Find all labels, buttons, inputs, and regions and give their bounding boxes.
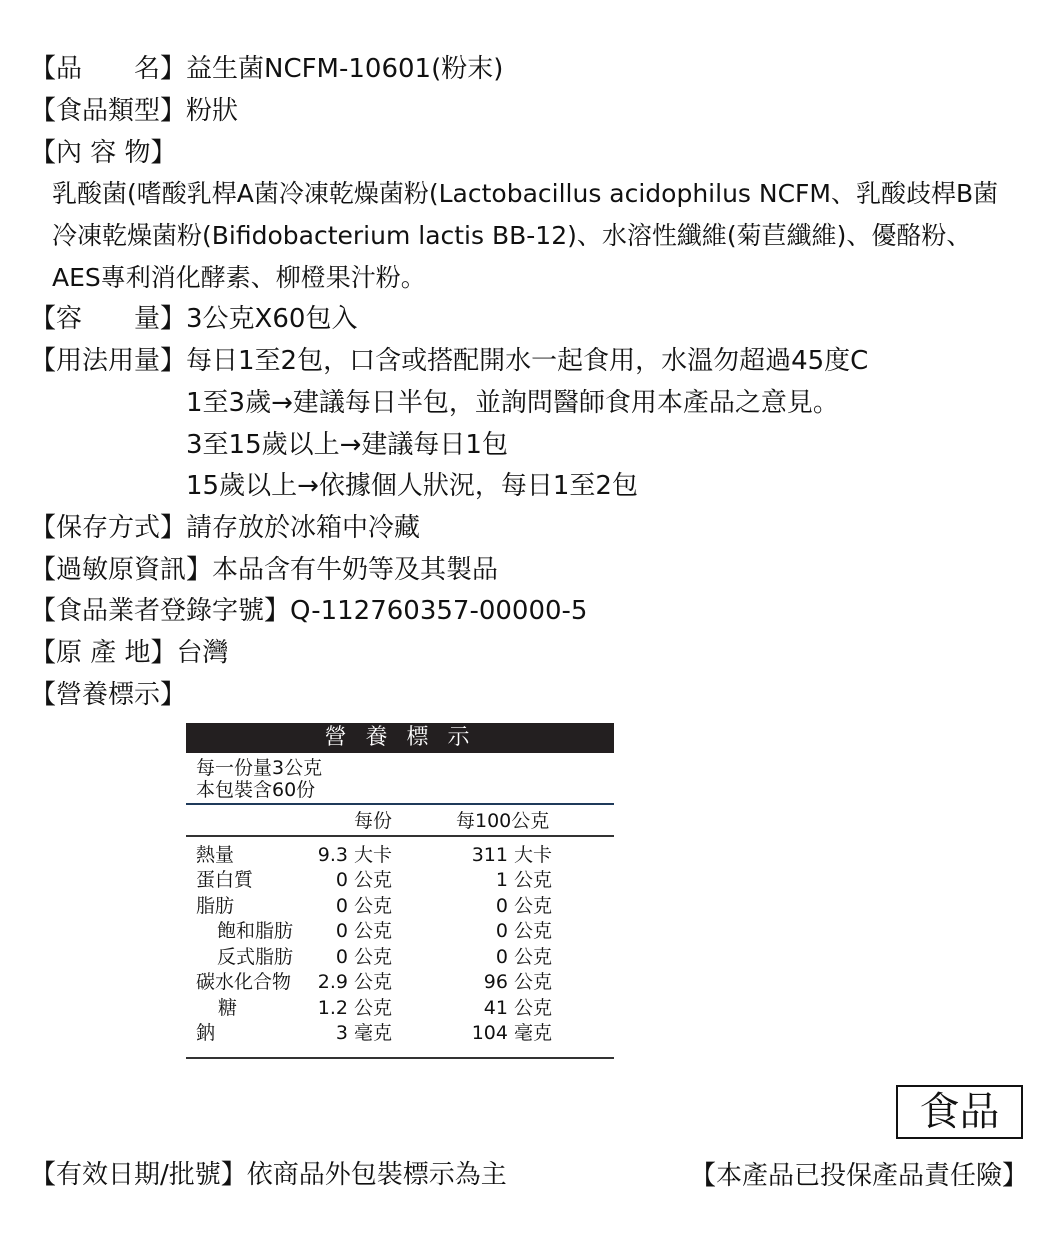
usage-line-1: 【用法用量】每日1至2包，口含或搭配開水一起食用，水溫勿超過45度C xyxy=(30,346,869,376)
table-row xyxy=(186,919,614,944)
divider xyxy=(186,803,614,805)
contents-line-3: AES專利消化酵素、柳橙果汁粉。 xyxy=(52,263,426,292)
volume: 【容 量】3公克X60包入 xyxy=(30,304,358,334)
nutrition-table-title: 營 養 標 示 xyxy=(186,723,614,753)
food-type: 【食品類型】粉狀 xyxy=(30,96,239,126)
table-row xyxy=(186,894,614,919)
per-100g-value: 0 公克 xyxy=(495,920,552,942)
per-100g-value: 96 公克 xyxy=(483,971,552,993)
col-per-serving: 每份 xyxy=(354,810,393,832)
storage: 【保存方式】請存放於冰箱中冷藏 xyxy=(30,513,421,543)
table-row xyxy=(186,843,614,868)
nutrient-name: 飽和脂肪 xyxy=(217,920,294,942)
per-100g-value: 0 公克 xyxy=(495,946,552,968)
servings-per-pack: 本包裝含60份 xyxy=(196,779,316,801)
table-row xyxy=(186,970,614,995)
per-serving-value: 0 公克 xyxy=(335,895,392,917)
usage-line-4: 15歲以上→依據個人狀況，每日1至2包 xyxy=(186,471,638,501)
registration: 【食品業者登錄字號】Q-112760357-00000-5 xyxy=(30,596,588,626)
per-serving-value: 0 公克 xyxy=(335,869,392,891)
per-100g-value: 311 大卡 xyxy=(471,844,552,866)
nutrient-name: 反式脂肪 xyxy=(217,946,294,968)
nutrient-name: 脂肪 xyxy=(196,895,235,917)
contents-line-1: 乳酸菌(嗜酸乳桿A菌冷凍乾燥菌粉(Lactobacillus acidophilus NCFM、乳酸歧桿B菌 xyxy=(52,179,999,208)
table-row xyxy=(186,1021,614,1046)
nutrition-label: 【營養標示】 xyxy=(30,680,187,710)
table-row xyxy=(186,945,614,970)
usage-line-3: 3至15歲以上→建議每日1包 xyxy=(186,430,508,460)
divider xyxy=(186,1057,614,1059)
table-row xyxy=(186,996,614,1021)
col-per-100g: 每100公克 xyxy=(456,810,550,832)
expiry-note: 【有效日期/批號】依商品外包裝標示為主 xyxy=(30,1160,507,1190)
food-badge: 食品 xyxy=(896,1085,1023,1139)
contents-line-2: 冷凍乾燥菌粉(Bifidobacterium lactis BB-12)、水溶性纖維(菊苣纖維)、優酪粉、 xyxy=(52,221,972,250)
nutrient-name: 熱量 xyxy=(196,844,235,866)
per-serving-value: 9.3 大卡 xyxy=(317,844,392,866)
per-100g-value: 1 公克 xyxy=(495,869,552,891)
per-serving-value: 0 公克 xyxy=(335,946,392,968)
per-serving-value: 0 公克 xyxy=(335,920,392,942)
per-serving-value: 3 毫克 xyxy=(335,1022,392,1044)
allergen: 【過敏原資訊】本品含有牛奶等及其製品 xyxy=(30,555,499,585)
origin: 【原 產 地】台灣 xyxy=(30,638,229,668)
per-100g-value: 0 公克 xyxy=(495,895,552,917)
nutrition-table xyxy=(186,723,614,1061)
per-serving-value: 1.2 公克 xyxy=(317,997,392,1019)
per-100g-value: 41 公克 xyxy=(483,997,552,1019)
nutrient-name: 鈉 xyxy=(196,1022,216,1044)
contents-label: 【內 容 物】 xyxy=(30,138,177,168)
nutrient-name: 糖 xyxy=(218,997,238,1019)
per-serving-value: 2.9 公克 xyxy=(317,971,392,993)
insurance-note: 【本產品已投保產品責任險】 xyxy=(689,1161,1028,1191)
serving-size: 每一份量3公克 xyxy=(196,757,323,779)
divider xyxy=(186,835,614,837)
nutrient-name: 碳水化合物 xyxy=(196,971,292,993)
nutrient-name: 蛋白質 xyxy=(196,869,254,891)
usage-line-2: 1至3歲→建議每日半包，並詢問醫師食用本產品之意見。 xyxy=(186,388,839,418)
table-row xyxy=(186,868,614,893)
per-100g-value: 104 毫克 xyxy=(471,1022,552,1044)
product-name: 【品 名】益生菌NCFM-10601(粉末) xyxy=(30,54,504,84)
